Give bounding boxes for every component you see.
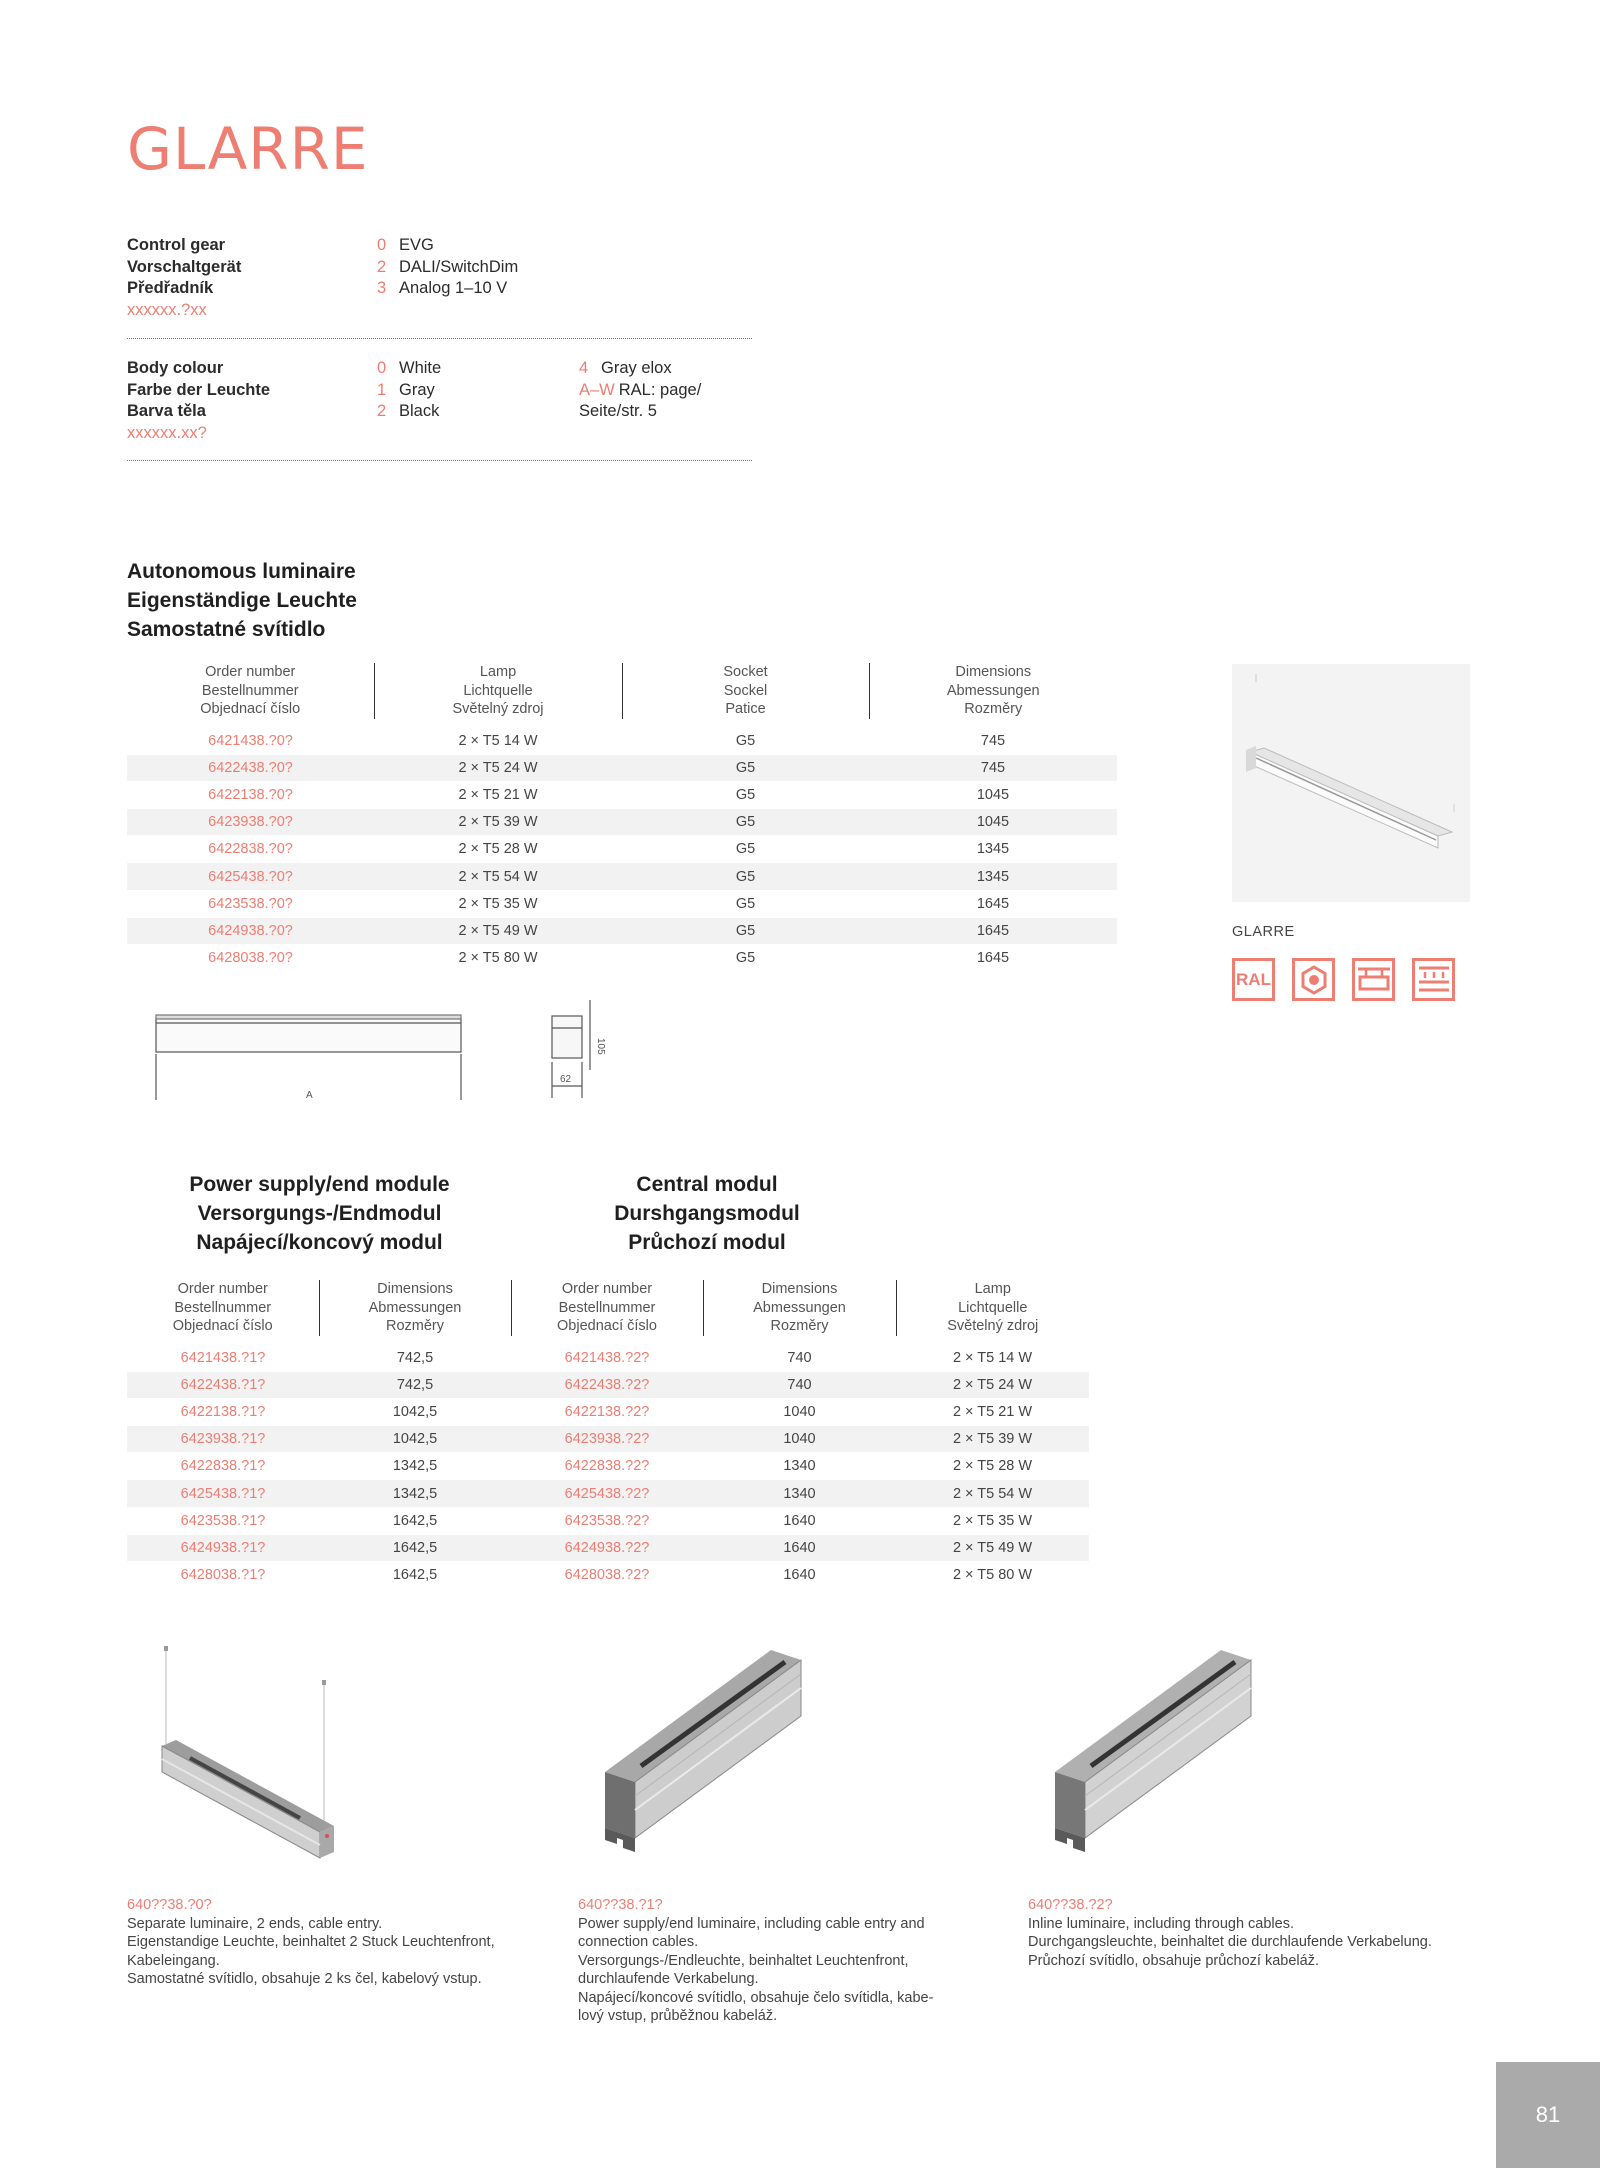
lamp-cell: 2 × T5 54 W bbox=[896, 1480, 1089, 1507]
table-row bbox=[127, 1453, 1089, 1480]
socket-cell: G5 bbox=[622, 917, 869, 944]
suspension-icon bbox=[1412, 958, 1455, 1001]
lamp-cell: 2 × T5 39 W bbox=[374, 809, 622, 836]
central-dimensions-cell: 740 bbox=[703, 1344, 896, 1371]
lamp-cell: 2 × T5 80 W bbox=[374, 945, 622, 972]
central-dimensions-cell: 1340 bbox=[703, 1453, 896, 1480]
control-gear-label-de: Vorschaltgerät bbox=[127, 257, 242, 276]
page-number: 81 bbox=[1496, 2062, 1600, 2168]
socket-cell: G5 bbox=[622, 809, 869, 836]
description-power-supply: 640??38.?1? Power supply/end luminaire, including cable entry and connection cables. Versorgungs-/Endleuchte, beinhaltet Leuchtenfront, durchlaufende Verkabelung. Napájecí/koncové svítidlo, obsahuje čelo svítidla, kabe- lový vstup, průběžnou kabeláž. bbox=[578, 1897, 934, 2024]
header-end-order-number: Order number Bestellnummer Objednací číslo bbox=[172, 1281, 273, 1334]
dimensions-cell: 1345 bbox=[869, 863, 1117, 890]
table-row bbox=[127, 863, 1117, 890]
socket-cell: G5 bbox=[622, 945, 869, 972]
socket-cell: G5 bbox=[622, 754, 869, 781]
table-row bbox=[127, 754, 1117, 781]
lamp-cell: 2 × T5 49 W bbox=[896, 1534, 1089, 1561]
central-order-number-cell: 6421438.?2? bbox=[511, 1344, 703, 1371]
end-order-number-cell: 6423538.?1? bbox=[127, 1507, 319, 1534]
order-number-cell: 6425438.?0? bbox=[127, 863, 374, 890]
height-label: 105 bbox=[595, 1038, 606, 1055]
order-number-cell: 6421438.?0? bbox=[127, 727, 374, 754]
header-socket: Socket Sockel Patice bbox=[622, 663, 869, 719]
end-order-number-cell: 6425438.?1? bbox=[127, 1480, 319, 1507]
table-row bbox=[127, 1534, 1089, 1561]
end-module-heading: Power supply/end module Versorgungs-/Endmodul Napájecí/koncový modul bbox=[189, 1173, 450, 1254]
photo-caption: GLARRE bbox=[1232, 924, 1295, 940]
end-order-number-cell: 6421438.?1? bbox=[127, 1344, 319, 1371]
end-dimensions-cell: 742,5 bbox=[319, 1344, 511, 1371]
lamp-cell: 2 × T5 49 W bbox=[374, 917, 622, 944]
lamp-cell: 2 × T5 14 W bbox=[374, 727, 622, 754]
page-title: GLARRE bbox=[127, 115, 369, 183]
option-item: Seite/str. 5 bbox=[579, 402, 657, 420]
central-dimensions-cell: 1640 bbox=[703, 1534, 896, 1561]
control-gear-label-cz: Předřadník bbox=[127, 279, 214, 297]
table-row bbox=[127, 1562, 1089, 1589]
option-item: 0 White bbox=[377, 359, 442, 377]
end-dimensions-cell: 1042,5 bbox=[319, 1426, 511, 1453]
autonomous-table bbox=[127, 663, 1117, 972]
option-item: 2 Black bbox=[377, 402, 440, 420]
ral-icon: RAL bbox=[1232, 958, 1275, 1001]
lamp-cell: 2 × T5 21 W bbox=[374, 781, 622, 808]
socket-cell: G5 bbox=[622, 781, 869, 808]
power-supply-luminaire-image bbox=[595, 1640, 815, 1855]
option-item: 0 EVG bbox=[377, 236, 434, 254]
table-row bbox=[127, 781, 1117, 808]
header-lamp: Lamp Lichtquelle Světelný zdroj bbox=[374, 663, 622, 719]
body-colour-options bbox=[377, 358, 441, 423]
table-row bbox=[127, 1426, 1089, 1453]
central-dimensions-cell: 740 bbox=[703, 1371, 896, 1398]
table-row bbox=[127, 1344, 1089, 1371]
end-dimensions-cell: 1342,5 bbox=[319, 1453, 511, 1480]
order-number-cell: 6422438.?0? bbox=[127, 754, 374, 781]
option-item: A–W RAL: page/ bbox=[579, 380, 702, 399]
end-order-number-cell: 6424938.?1? bbox=[127, 1534, 319, 1561]
central-order-number-cell: 6423938.?2? bbox=[511, 1426, 703, 1453]
header-order-number: Order number Bestellnummer Objednací číslo bbox=[200, 664, 301, 717]
length-label: A bbox=[306, 1090, 313, 1100]
table-row bbox=[127, 1480, 1089, 1507]
lamp-cell: 2 × T5 14 W bbox=[896, 1344, 1089, 1371]
body-colour-label-en: Body colour bbox=[127, 359, 224, 377]
lamp-cell: 2 × T5 35 W bbox=[896, 1507, 1089, 1534]
end-dimensions-cell: 1642,5 bbox=[319, 1534, 511, 1561]
central-module-heading: Central modul Durshgangsmodul Průchozí modul bbox=[614, 1173, 800, 1254]
lamp-cell: 2 × T5 24 W bbox=[374, 754, 622, 781]
ceiling-mount-icon bbox=[1352, 958, 1395, 1001]
socket-cell: G5 bbox=[622, 727, 869, 754]
socket-cell: G5 bbox=[622, 836, 869, 863]
body-colour-label-cz: Barva těla bbox=[127, 402, 206, 420]
central-order-number-cell: 6422138.?2? bbox=[511, 1398, 703, 1425]
lamp-cell: 2 × T5 28 W bbox=[374, 836, 622, 863]
control-gear-block bbox=[127, 235, 752, 325]
option-item: 1 Gray bbox=[377, 380, 435, 399]
end-order-number-cell: 6422838.?1? bbox=[127, 1453, 319, 1480]
control-gear-code: xxxxxx.?xx bbox=[127, 300, 207, 319]
central-order-number-cell: 6423538.?2? bbox=[511, 1507, 703, 1534]
header-central-order-number: Order number Bestellnummer Objednací číslo bbox=[511, 1280, 703, 1336]
central-order-number-cell: 6428038.?2? bbox=[511, 1562, 703, 1589]
dimensions-cell: 1645 bbox=[869, 945, 1117, 972]
separate-luminaire-image bbox=[150, 1640, 350, 1865]
dimensions-cell: 1645 bbox=[869, 917, 1117, 944]
dimensions-cell: 1345 bbox=[869, 836, 1117, 863]
header-end-dimensions: Dimensions Abmessungen Rozměry bbox=[319, 1280, 511, 1336]
end-order-number-cell: 6422438.?1? bbox=[127, 1371, 319, 1398]
control-gear-options bbox=[377, 235, 518, 300]
nut-icon bbox=[1292, 958, 1335, 1001]
table-row bbox=[127, 1507, 1089, 1534]
dimensions-cell: 1045 bbox=[869, 809, 1117, 836]
feature-icons bbox=[1232, 958, 1455, 1001]
body-colour-label-de: Farbe der Leuchte bbox=[127, 380, 271, 399]
table-row bbox=[127, 727, 1117, 754]
lamp-cell: 2 × T5 39 W bbox=[896, 1426, 1089, 1453]
dimensions-cell: 745 bbox=[869, 727, 1117, 754]
lamp-cell: 2 × T5 80 W bbox=[896, 1562, 1089, 1589]
central-dimensions-cell: 1040 bbox=[703, 1398, 896, 1425]
lamp-cell: 2 × T5 28 W bbox=[896, 1453, 1089, 1480]
table-row bbox=[127, 809, 1117, 836]
body-colour-block bbox=[127, 358, 752, 448]
divider bbox=[127, 338, 752, 339]
description-separate: 640??38.?0? Separate luminaire, 2 ends, cable entry. Eigenstandige Leuchte, beinhaltet 2 Stuck Leuchtenfront, Kabeleingang. Samostatné svítidlo, obsahuje 2 ks čel, kabelový vstup. bbox=[127, 1897, 495, 1987]
central-order-number-cell: 6424938.?2? bbox=[511, 1534, 703, 1561]
central-order-number-cell: 6425438.?2? bbox=[511, 1480, 703, 1507]
body-colour-code: xxxxxx.xx? bbox=[127, 423, 207, 442]
end-order-number-cell: 6422138.?1? bbox=[127, 1398, 319, 1425]
autonomous-heading: Autonomous luminaire Eigenständige Leuchte Samostatné svítidlo bbox=[127, 560, 357, 641]
socket-cell: G5 bbox=[622, 863, 869, 890]
end-dimensions-cell: 1042,5 bbox=[319, 1398, 511, 1425]
end-dimensions-cell: 1342,5 bbox=[319, 1480, 511, 1507]
lamp-cell: 2 × T5 54 W bbox=[374, 863, 622, 890]
header-central-dimensions: Dimensions Abmessungen Rozměry bbox=[703, 1280, 896, 1336]
lamp-cell: 2 × T5 35 W bbox=[374, 890, 622, 917]
product-photo bbox=[1232, 664, 1470, 902]
central-dimensions-cell: 1640 bbox=[703, 1562, 896, 1589]
divider bbox=[127, 460, 752, 461]
table-row bbox=[127, 836, 1117, 863]
dimension-drawing bbox=[150, 990, 625, 1100]
table-row bbox=[127, 1371, 1089, 1398]
table-row bbox=[127, 917, 1117, 944]
order-number-cell: 6423938.?0? bbox=[127, 809, 374, 836]
option-item: 2 DALI/SwitchDim bbox=[377, 257, 519, 276]
header-lamp: Lamp Lichtquelle Světelný zdroj bbox=[896, 1280, 1089, 1336]
socket-cell: G5 bbox=[622, 890, 869, 917]
order-number-cell: 6422838.?0? bbox=[127, 836, 374, 863]
central-order-number-cell: 6422438.?2? bbox=[511, 1371, 703, 1398]
table-row bbox=[127, 1398, 1089, 1425]
option-item: 4 Gray elox bbox=[579, 359, 672, 377]
end-dimensions-cell: 1642,5 bbox=[319, 1562, 511, 1589]
end-order-number-cell: 6423938.?1? bbox=[127, 1426, 319, 1453]
table-row bbox=[127, 945, 1117, 972]
lamp-cell: 2 × T5 24 W bbox=[896, 1371, 1089, 1398]
body-colour-labels bbox=[127, 358, 270, 444]
body-colour-options-2 bbox=[579, 358, 701, 423]
order-number-cell: 6422138.?0? bbox=[127, 781, 374, 808]
description-inline: 640??38.?2? Inline luminaire, including through cables. Durchgangsleuchte, beinhaltet die durchlaufende Verkabelung. Průchozí svítidlo, obsahuje průchozí kabeláž. bbox=[1028, 1897, 1432, 1969]
control-gear-label-en: Control gear bbox=[127, 236, 226, 254]
dimensions-cell: 1645 bbox=[869, 890, 1117, 917]
inline-luminaire-image bbox=[1045, 1640, 1265, 1855]
control-gear-labels bbox=[127, 235, 241, 321]
central-dimensions-cell: 1040 bbox=[703, 1426, 896, 1453]
modules-table bbox=[127, 1280, 1089, 1589]
end-dimensions-cell: 1642,5 bbox=[319, 1507, 511, 1534]
order-number-cell: 6424938.?0? bbox=[127, 917, 374, 944]
order-number-cell: 6423538.?0? bbox=[127, 890, 374, 917]
option-item: 3 Analog 1–10 V bbox=[377, 279, 508, 297]
order-number-cell: 6428038.?0? bbox=[127, 945, 374, 972]
end-order-number-cell: 6428038.?1? bbox=[127, 1562, 319, 1589]
central-dimensions-cell: 1340 bbox=[703, 1480, 896, 1507]
central-dimensions-cell: 1640 bbox=[703, 1507, 896, 1534]
end-dimensions-cell: 742,5 bbox=[319, 1371, 511, 1398]
central-order-number-cell: 6422838.?2? bbox=[511, 1453, 703, 1480]
width-label: 62 bbox=[560, 1074, 572, 1085]
header-dimensions: Dimensions Abmessungen Rozměry bbox=[869, 663, 1117, 719]
dimensions-cell: 745 bbox=[869, 754, 1117, 781]
dimensions-cell: 1045 bbox=[869, 781, 1117, 808]
lamp-cell: 2 × T5 21 W bbox=[896, 1398, 1089, 1425]
table-row bbox=[127, 890, 1117, 917]
